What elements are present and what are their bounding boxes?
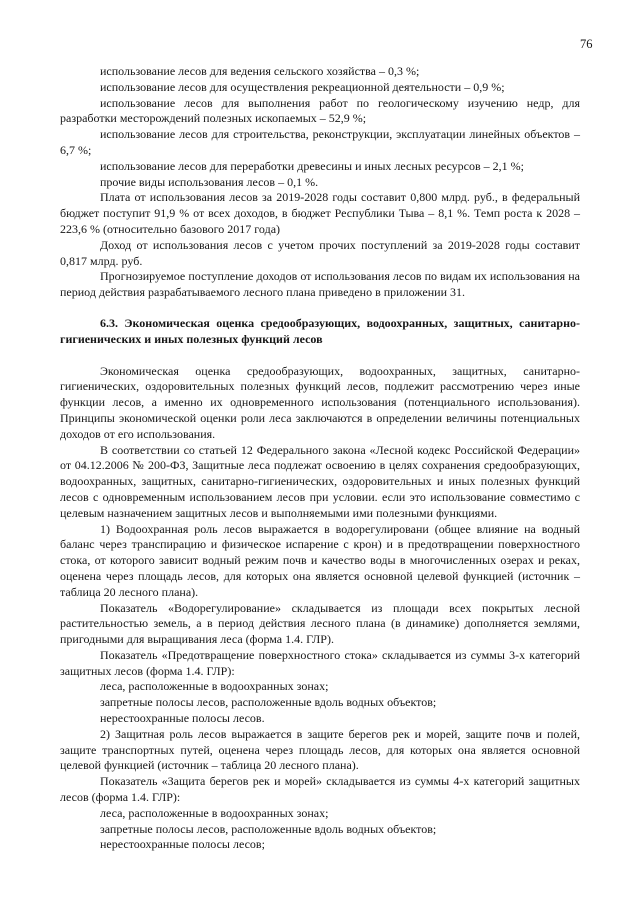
page-content	[60, 64, 580, 853]
paragraph-indicator-water: Показатель «Водорегулирование» складывается из площади всех покрытых лесной растительностью земель, а в период действия лесного плана (в динамике) дополняется землями, пригодными для выращивания леса (форма 1.4. ГЛР).	[60, 600, 580, 647]
list-item: леса, расположенные в водоохранных зонах;	[100, 679, 329, 694]
list-item: использование лесов для переработки древесины и иных лесных ресурсов – 2,1 %;	[100, 158, 524, 173]
list-item: леса, расположенные в водоохранных зонах;	[100, 805, 329, 820]
paragraph-indicator-runoff: Показатель «Предотвращение поверхностного стока» складывается из суммы 3-х категорий защитных лесов (форма 1.4. ГЛР):	[60, 647, 580, 678]
paragraph-law: В соответствии со статьей 12 Федерального закона «Лесной кодекс Российской Федерации» от 04.12.2006 № 200-ФЗ, Защитные леса подлежат освоению в целях сохранения средообразующих, водоохранных, защитных, санитарно-гигиенических, оздоровительных и иных полезных функций лесов с одновременным использованием лесов при условии. если это использование совместимо с целевым назначением защитных лесов и выполняемыми ими полезными функциями.	[60, 442, 580, 520]
list-item: запретные полосы лесов, расположенные вдоль водных объектов;	[100, 821, 437, 836]
paragraph-protect: 2) Защитная роль лесов выражается в защите берегов рек и морей, защите почв и полей, защите транспортных путей, оценена через площадь лесов, для которых она является основной целевой функцией (источник – таблица 20 лесного плана).	[60, 726, 580, 773]
page-number: 76	[580, 37, 593, 51]
paragraph-water: 1) Водоохранная роль лесов выражается в водорегулировани (общее влияние на водный баланс через транспирацию и физическое испарение с крон) и в предотвращении поверхностного стока, от которого зависит водный режим почв и качество воды в многочисленных озерах и реках, оценена через площадь лесов, для которых она является основной целевой функцией (источник – таблица 20 лесного плана).	[60, 521, 580, 599]
paragraph-construction: использование лесов для строительства, реконструкции, эксплуатации линейных объектов – 6,7 %;	[60, 127, 580, 157]
list-item: запретные полосы лесов, расположенные вдоль водных объектов;	[100, 695, 437, 710]
paragraph-fee: Плата от использования лесов за 2019-2028 годы составит 0,800 млрд. руб., в федеральный бюджет поступит 91,9 % от всех доходов, в бюджет Республики Тыва – 8,1 %. Темп роста к 2028 – 223,6 % (относительно базового 2017 года)	[60, 190, 580, 236]
list-item: нерестоохранные полосы лесов.	[100, 711, 265, 726]
list-item: прочие виды использования лесов – 0,1 %.	[100, 174, 319, 189]
list-item: использование лесов для ведения сельского хозяйства – 0,3 %;	[100, 64, 420, 78]
list-item: использование лесов для осуществления рекреационной деятельности – 0,9 %;	[100, 79, 505, 94]
paragraph-income: Доход от использования лесов с учетом прочих поступлений за 2019-2028 годы составит 0,817 млрд. руб.	[60, 237, 580, 268]
paragraph-forecast: Прогнозируемое поступление доходов от использования лесов по видам их использования на период действия разрабатываемого лесного плана приведено в приложении 31.	[60, 269, 580, 300]
paragraph-econ: Экономическая оценка средообразующих, водоохранных, защитных, санитарно-гигиенических, оздоровительных полезных функций лесов, подлежит рассмотрению через иные функции лесов, а именно их одновременного использования (потенциального использования). Принципы экономической оценки роли леса заключаются в определении величины потенциальных доходов от его использования.	[60, 363, 580, 441]
paragraph-indicator-shores: Показатель «Защита берегов рек и морей» складывается из суммы 4-х категорий защитных лесов (форма 1.4. ГЛР):	[60, 774, 580, 805]
paragraph-geology: использование лесов для выполнения работ по геологическому изучению недр, для разработки месторождений полезных ископаемых – 52,9 %;	[60, 95, 580, 126]
list-item: нерестоохранные полосы лесов;	[100, 837, 265, 852]
section-heading: 6.3. Экономическая оценка средообразующих, водоохранных, защитных, санитарно-гигиенических и иных полезных функций лесов	[60, 315, 580, 346]
